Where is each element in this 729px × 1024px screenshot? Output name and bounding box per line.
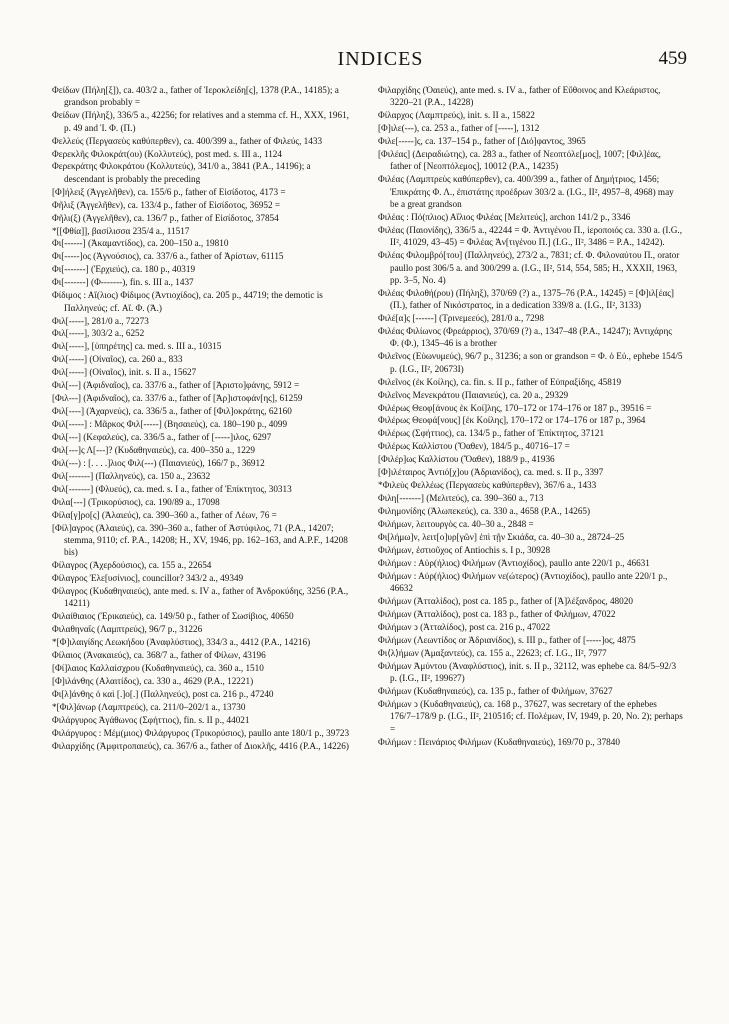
page-header xyxy=(74,48,687,74)
index-entry: Φιλέρως (Σφήττιος), ca. 134/5 p., father of Ἐπίκτητος, 37121 xyxy=(378,428,605,439)
index-entry: Φερεκράτης Φιλοκράτου (Κολλυτεύς), 341/0 a., 3841 (P.A., 14196); a descendant is probably the preceding xyxy=(52,161,311,184)
index-entry: Φιλαθηναΐς (Λαμπτρεύς), 96/7 p., 31226 xyxy=(52,624,203,635)
index-entry: Φίλα[γ]ρο[ς] (Ἁλαιεύς), ca. 390–360 a., father of Λέων, 76 = xyxy=(52,509,277,520)
index-entry: Φιλέας Φιλοθή(ρου) (Πήληξ), 370/69 (?) a., 1375–76 (P.A., 14245) = [Φ]ιλ[έας] (Π.), father of Νικόστρατος, in a dedication 339/8 a. (I.G., II², 3133) xyxy=(378,287,674,311)
index-entry: Φιλήμων (Ἀτταλίδος), post ca. 185 p., father of [Ἀ]λέξανδρος, 48020 xyxy=(378,595,633,606)
index-entry: Φίλαγρος (Κυδαθηναιεύς), ante med. s. IV a., father of Ἀνδροκύδης, 3256 (P.A., 14211) xyxy=(52,586,349,609)
index-entry: Φιλέας Φιλομβρό[του] (Παλληνεύς), 273/2 a., 7831; cf. Φ. Φιλοναύτου Π., orator paullo post 306/5 a. and 300/299 a. (I.G., II², 514, 554, 585; H., XXXII, 1963, pp. 3–5, No. 4) xyxy=(378,250,680,285)
index-entry: Φιλ[----] (Ἀχαρνεύς), ca. 336/5 a., father of [Φιλ]οκράτης, 62160 xyxy=(52,406,292,417)
index-entry: Φιλ[-----] : Μᾶρκος Φιλ[-----] (Βησαιεύς), ca. 180–190 p., 4099 xyxy=(52,419,288,429)
index-entry: [Φ]ιλε(---), ca. 253 a., father of [-----], 1312 xyxy=(378,123,540,134)
index-entry: Φιλ[-------] (Φλυεύς), ca. med. s. I a., father of Ἐπίκτητος, 30313 xyxy=(52,483,292,494)
index-entry: Φιλήμων (Λεωντίδος or Ἀδριανίδος), s. III p., father of [-----]ος, 4875 xyxy=(378,634,636,645)
index-entry: Φι⟨λ⟩ήμων (Ἀμαξαντεύς), ca. 155 a., 22623; cf. I.G., II², 7977 xyxy=(378,647,607,658)
index-entry: Φι[-----]ος (Ἀγνούσιος), ca. 337/6 a., father of Ἀρίστων, 61115 xyxy=(52,251,284,262)
index-entry: Φιλε[-----]ς, ca. 137–154 p., father of [Διό]φαντος, 3965 xyxy=(378,136,586,147)
index-entry: Φιλήμων ↄ (Ἀτταλίδος), post ca. 216 p., 47022 xyxy=(378,621,551,632)
index-entry: Φείδων (Πήλη[ξ]), ca. 403/2 a., father of Ἱεροκλείδη[ς], 1378 (P.A., 14185); a grandson probably = xyxy=(52,85,339,108)
index-entry: Φιλεῖνος Μενεκράτου (Παιανιεύς), ca. 20 a., 29329 xyxy=(378,389,569,400)
index-entry: Φιλαρχίδης (Ἀμφιτροπαιεύς), ca. 367/6 a., father of Διοκλῆς, 4416 (P.A., 14226) xyxy=(52,740,349,751)
index-entry: Φιλα[---] (Τρικορύσιος), ca. 190/89 a., 17098 xyxy=(52,496,220,507)
index-entry: Φιλ[-----] (Οἰναῖος), init. s. II a., 15627 xyxy=(52,367,197,378)
index-entry: Φιλέας : Πό(πλιος) Αἴλιος Φιλέας [Μελιτεύς], archon 141/2 p., 3346 xyxy=(378,212,631,222)
index-entry: Φιλέας (Παιονίδης), 336/5 a., 42244 = Φ. Ἀντιγένου Π., ἱεροποιός ca. 330 a. (I.G., II², 41029, 43–45) = Φιλέας Ἀν[τιγένου Π.] (I.G., II², 3486 = P.A., 14242). xyxy=(378,224,682,248)
index-entry: Φιλέρως Καλλίστου (Ὄαθεν), 184/5 p., 40716–17 = xyxy=(378,441,570,452)
index-entry: Φιλεῖνος (ἐκ Κοίλης), ca. fin. s. II p., father of Εὐπραξίδης, 45819 xyxy=(378,376,622,387)
index-entry: Φιλημονίδης (Ἀλωπεκεύς), ca. 330 a., 4658 (P.A., 14265) xyxy=(378,506,591,516)
index-entry: [Φ]ιλέταιρος Ἀντιό[χ]ου (Ἀδριανίδος), ca. med. s. II p., 3397 xyxy=(378,467,604,478)
index-entry: [Φί]λαιος Καλλαίσχρου (Κυδαθηναιεύς), ca. 360 a., 1510 xyxy=(52,663,264,674)
index-entry: *[Φιλ]άνωρ (Λαμπτρεύς), ca. 211/0–202/1 a., 13730 xyxy=(52,701,246,712)
index-entry: Φῆλιξ (Ἀγγελῆθεν), ca. 133/4 p., father of Εἰσίδοτος, 36952 = xyxy=(52,199,281,210)
index-entry: Φιλέας Φιλίωνος (Φρεάρριος), 370/69 (?) a., 1347–48 (P.A., 14247); Ἀντιχάρης Φ. (Φ.), 1345–46 is a brother xyxy=(378,326,672,349)
index-entry: [Φ]ιλάνθης (Αλαιτίδος), ca. 330 a., 4629 (P.A., 12221) xyxy=(52,675,254,686)
index-entry: Φι[λήμω]ν, λειτ[ο]υρ[γῶν] ἐπὶ τῇν Σκιάδα, ca. 40–30 a., 28724–25 xyxy=(378,531,625,542)
index-entry: Φιλήμων : Πεινάριος Φιλήμων (Κυδαθηναιεύς), 169/70 p., 37840 xyxy=(378,736,620,747)
index-entry: [Φίλ]αγρος (Ἁλαιεύς), ca. 390–360 a., father of Ἀστύφιλος, 71 (P.A., 14207; stemma, 9110; cf. P.A., 14208; H., XV, 1946, pp. 162–163, and A.P.F., 14208 bis) xyxy=(52,522,348,558)
index-entry: Φείδων (Πήληξ), 336/5 a., 42256; for relatives and a stemma cf. H., XXX, 1961, p. 49 and Ἱ. Φ. (Π.) xyxy=(52,110,349,133)
index-entry: Φιλ[---]ς Λ[---]? (Κυδαθηναιεύς), ca. 400–350 a., 1229 xyxy=(52,444,255,455)
index-entry: Φιλεῖνος (Εὐωνυμεύς), 96/7 p., 31236; a son or grandson = Φ. ὁ Εὐ., ephebe 154/5 p. (I.G., II², 20673I) xyxy=(378,351,683,374)
index-column-right xyxy=(378,84,683,748)
index-entry: Φιλ[---] (Ἀφιδναῖος), ca. 337/6 a., father of [Ἀριστο]φάνης, 5912 = xyxy=(52,380,300,391)
index-entry: Φιλήμων Ἀμύντου (Ἀναφλύστιος), init. s. II p., 32112, was ephebe ca. 84/5–92/3 p. (I.G., II², 1996?7) xyxy=(378,660,677,683)
index-entry: Φίλαιος (Ἀνακαιεύς), ca. 368/7 a., father of Φίλων, 43196 xyxy=(52,650,266,661)
index-entry: Φι[λ]άνθης ὁ καὶ [.]ο[.] (Παλληνεύς), post ca. 216 p., 47240 xyxy=(52,688,274,699)
index-entry: Φιλέας (Λαμπτρεὺς καθύπερθεν), ca. 400/399 a., father of Δημήτριος, 1456; Ἐπικράτης Φ. Λ., ἐπιστάτης προέδρων 303/2 a. (I.G., II², 4957–8, 4968) may be a great grandson xyxy=(378,174,674,210)
index-entry: Φιλήμων : Αὐρ(ήλιος) Φιλήμων νε(ώτερος) (Ἀντιοχίδος), paullo ante 220/1 p., 46632 xyxy=(378,570,668,594)
index-entry: Φιλ[-----], [ὑπηρέτης] ca. med. s. III a., 10315 xyxy=(52,341,222,352)
index-entry: Φιλ[-----] (Οἰναῖος), ca. 260 a., 833 xyxy=(52,354,183,365)
index-entry: Φιλη[-------] (Μελιτεύς), ca. 390–360 a., 713 xyxy=(378,493,544,504)
index-entry: Φιλήμων (Ἀτταλίδος), post ca. 183 p., father of Φιλήμων, 47022 xyxy=(378,608,616,619)
index-entry: Φιλάργυρος Ἀγάθωνος (Σφήττιος), fin. s. II p., 44021 xyxy=(52,714,250,725)
index-entry: Φιλ[-----], 281/0 a., 72273 xyxy=(52,315,149,326)
index-entry: [Φ]ήλειξ (Ἀγγελῆθεν), ca. 155/6 p., father of Εἰσίδοτος, 4173 = xyxy=(52,186,286,197)
index-entry: Φιλέρως Θεοφ[άνους ἐκ Κοί]λης, 170–172 or 174–176 or 187 p., 39516 = xyxy=(378,402,652,413)
index-entry: Φίλαγρος (Ἀχερδούσιος), ca. 155 a., 22654 xyxy=(52,560,212,571)
index-entry: *[[Φθία]], βασίλισσα 235/4 a., 11517 xyxy=(52,225,190,236)
index-entry: Φιλέρως Θεοφά[νους] [ἐκ Κοίλης], 170–172 or 174–176 or 187 p., 3964 xyxy=(378,415,646,426)
index-entry: Φίλαγρος Ἐλε[υσίνιος], councillor? 343/2 a., 49349 xyxy=(52,573,244,584)
index-entry: [Φιλέας] (Δειραδιώτης), ca. 283 a., father of Νεοπτόλε[μος], 1007; [Φιλ]έας, father of [Νεοπτόλεμος], 10012 (P.A., 14235) xyxy=(378,149,661,172)
index-entry: Φελλεύς (Περγασεὺς καθύπερθεν), ca. 400/399 a., father of Φιλεύς, 1433 xyxy=(52,135,323,146)
index-entry: Φιλήμων ↄ (Κυδαθηναιεύς), ca. 168 p., 37627, was secretary of the ephebes 176/7–178/9 p. (I.G., II², 21051б; cf. Πολέμων, IV, 1949, p. 20, No. 2); perhaps = xyxy=(378,698,683,734)
index-entry: Φι[-------] (Ἐρχιεύς), ca. 180 p., 40319 xyxy=(52,264,196,275)
page-title: INDICES xyxy=(337,48,424,70)
index-entry: Φιλάργυρος : Μέμ(μιος) Φιλάργυρος (Τρικορύσιος), paullo ante 180/1 p., 39723 xyxy=(52,727,350,738)
page-number: 459 xyxy=(658,48,687,69)
index-entry: [Φιλ---] (Ἀφιδναῖος), ca. 337/6 a., father of [Ἀρ]ιστοφάν[ης], 61259 xyxy=(52,393,303,404)
index-entry: Φι[------] (Ἀκαμαντίδος), ca. 200–150 a., 19810 xyxy=(52,238,229,249)
index-entry: Φιλαρχίδης (Ὀαιεύς), ante med. s. IV a., father of Εὔθοινος and Κλεάριστος, 3220–21 (P.A., 14228) xyxy=(378,85,661,108)
index-entry: Φιλήμων : Αὐρ(ήλιος) Φιλήμων (Ἀντιοχίδος), paullo ante 220/1 p., 46631 xyxy=(378,557,650,568)
index-entry: Φιλ(---) : [. . . .]λιος Φιλ(---) (Παιανιεύς), 166/7 p., 36912 xyxy=(52,457,265,468)
index-entry: [Φιλέρ]ως Καλλίστου (Ὄαθεν), 188/9 p., 41936 xyxy=(378,454,555,465)
index-entry: Φιλήμων (Κυδαθηναιεύς), ca. 135 p., father of Φιλήμων, 37627 xyxy=(378,685,613,696)
index-column-left xyxy=(52,84,352,753)
index-entry: Φιλαίθιαιος (Ἐρικαιεύς), ca. 149/50 p., father of Σωσίβιος, 40650 xyxy=(52,611,294,622)
index-entry: Φιλέ[α]ς [------] (Τρινεμεεύς), 281/0 a., 7298 xyxy=(378,313,544,324)
index-entry: *[Φ]ιλαιγίδης Λεωκήδου (Ἀναφλύστιος), 334/3 a., 4412 (P.A., 14216) xyxy=(52,637,311,648)
index-entry: Φιλήμων, λειτουργὸς ca. 40–30 a., 2848 = xyxy=(378,518,534,529)
index-entry: Φιλ[-----], 303/2 a., 6252 xyxy=(52,328,145,339)
index-entry: Φίδιμος : Αἴ(λιος) Φίδιμος (Ἀντιοχίδος), ca. 205 p., 44719; the demotic is Παλληνεύς; cf. Αἴ. Φ. (Ἀ.) xyxy=(52,290,323,313)
index-entry: Φερεκλῆς Φιλοκράτ(ου) (Κολλυτεύς), post med. s. III a., 1124 xyxy=(52,148,282,159)
index-entry: Φιλήμων, ἐστιοῦχος of Antiochis s. I p., 30928 xyxy=(378,544,551,555)
index-entry: *Φιλεὺς Φελλέως (Περγασεὺς καθύπερθεν), 367/6 a., 1433 xyxy=(378,480,597,491)
index-entry: Φιλ[-------] (Παλληνεύς), ca. 150 a., 23632 xyxy=(52,470,211,481)
index-entry: Φῆλι(ξ) (Ἀγγελῆθεν), ca. 136/7 p., father of Εἰσίδοτος, 37854 xyxy=(52,212,279,223)
index-entry: Φίλαρχος (Λαμπτρεύς), init. s. II a., 15822 xyxy=(378,110,535,121)
index-entry: Φιλ[---] (Κεφαλεύς), ca. 336/5 a., father of [-----]ιλος, 6297 xyxy=(52,431,272,442)
index-entry: Φι[-------] (Φ-------), fin. s. III a., 1437 xyxy=(52,277,194,288)
